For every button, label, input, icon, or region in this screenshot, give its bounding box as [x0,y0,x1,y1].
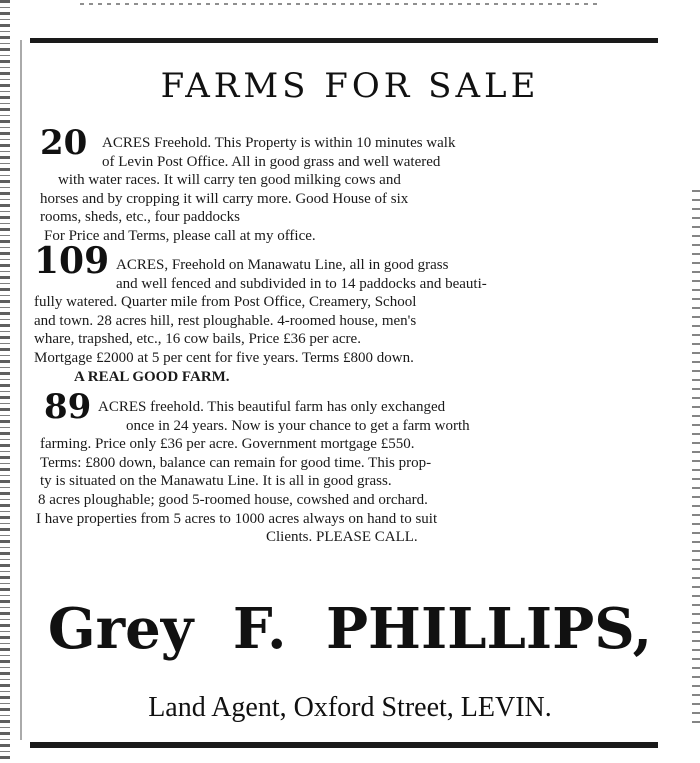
listing-acreage-number: 109 [34,240,110,282]
listing-line: farming. Price only £36 per acre. Government mortgage £550. [40,436,415,453]
listing-line: horses and by cropping it will carry more. Good House of six [40,190,409,207]
listing-line: ACRES, Freehold on Manawatu Line, all in good grass [116,257,449,273]
listing-line: ACRES Freehold. This Property is within 10 minutes walk [102,135,456,151]
listing-line: I have properties from 5 acres to 1000 acres always on hand to suit [36,510,438,527]
listing-line: of Levin Post Office. All in good grass and well watered [102,153,441,170]
listing-line: fully watered. Quarter mile from Post Office, Creamery, School [34,294,417,311]
listing-line: with water races. It will carry ten good milking cows and [58,172,401,189]
top-border-rule [30,38,658,43]
bottom-border-rule [30,742,658,748]
listing-line: Clients. PLEASE CALL. [266,529,418,546]
listing-line: Mortgage £2000 at 5 per cent for five years. Terms £800 down. [34,349,414,366]
top-dash-rule [80,3,600,5]
listing-line: rooms, sheds, etc., four paddocks [40,209,240,226]
agent-name: Grey F. PHILLIPS, [47,596,653,662]
listing-line: once in 24 years. Now is your chance to get a farm worth [126,417,470,434]
listing-line: Terms: £800 down, balance can remain for good time. This prop- [40,454,432,471]
listing-line: 8 acres ploughable; good 5-roomed house, cowshed and orchard. [38,491,428,508]
listing-line: ty is situated on the Manawatu Line. It is all in good grass. [40,473,392,490]
listing-109-acres [34,240,487,386]
listing-acreage-number: 20 [40,123,88,163]
agent-address: Land Agent, Oxford Street, LEVIN. [148,692,552,723]
listing-89-acres [36,387,470,547]
listing-line: and town. 28 acres hill, rest ploughable. 4-roomed house, men's [34,312,417,329]
listing-line: ACRES freehold. This beautiful farm has only exchanged [98,399,446,415]
listing-acreage-number: 89 [44,387,92,427]
listing-line: whare, trapshed, etc., 16 cow bails, Price £36 per acre. [34,331,361,348]
listing-20-acres [40,123,456,246]
listing-line: For Price and Terms, please call at my office. [44,227,316,244]
listing-line: and well fenced and subdivided in to 14 paddocks and beauti- [116,275,487,292]
listing-tagline: A REAL GOOD FARM. [74,368,230,385]
advert-title: FARMS FOR SALE [160,66,540,106]
